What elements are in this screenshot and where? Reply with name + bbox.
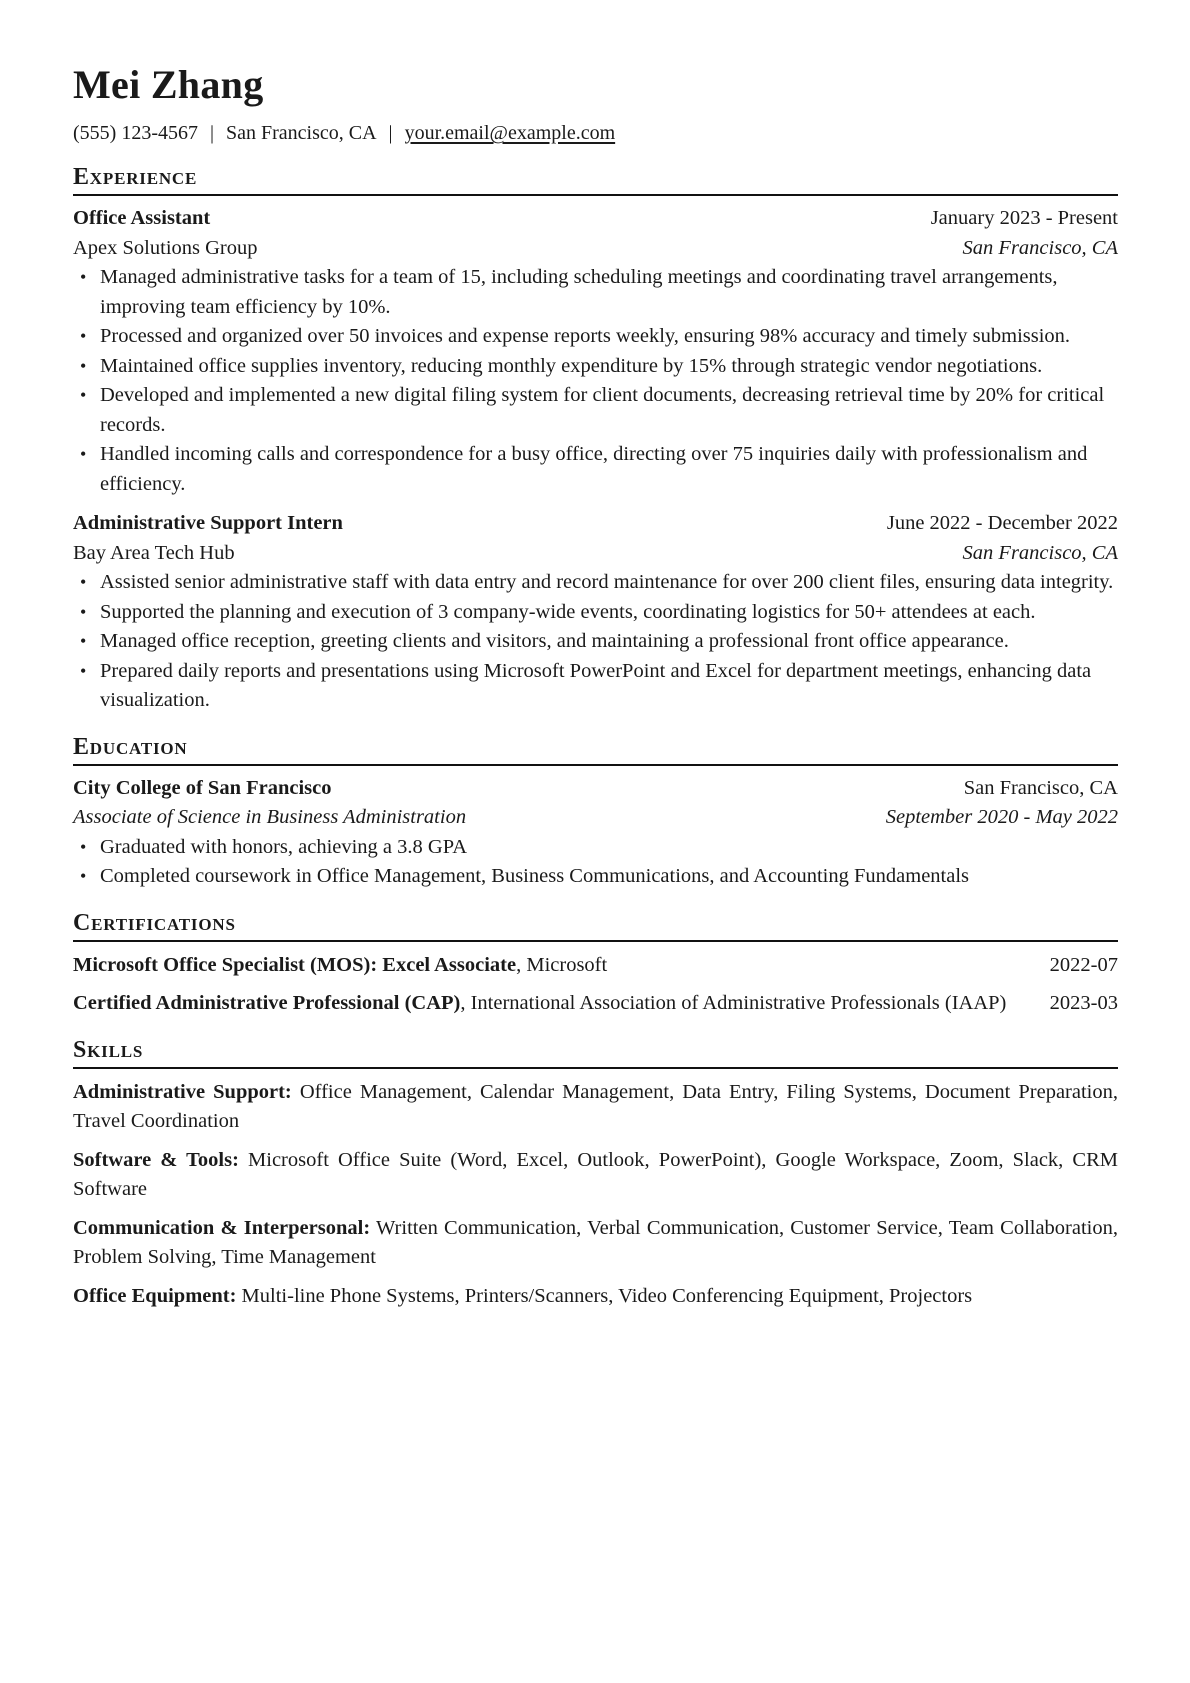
job-dates: January 2023 - Present [930, 207, 1118, 229]
job-bullets [73, 568, 1118, 716]
school-name: City College of San Francisco [73, 776, 332, 799]
experience-section [73, 162, 1118, 716]
job-location: San Francisco, CA [962, 541, 1118, 564]
skill-label: Software & Tools: [73, 1148, 239, 1171]
education-section [73, 732, 1118, 892]
contact-line [73, 120, 1118, 146]
skill-label: Office Equipment: [73, 1284, 237, 1307]
bullet-item: • Developed and implemented a new digital filing system for client documents, decreasing retrieval time by 20% for critical records. [73, 381, 1118, 440]
bullet-item: • Completed coursework in Office Management, Business Communications, and Accounting Fundamentals [73, 862, 1118, 892]
job-location: San Francisco, CA [962, 236, 1118, 259]
section-title-certifications: Certifications [73, 908, 1118, 942]
bullet-item: • Maintained office supplies inventory, reducing monthly expenditure by 15% through strategic vendor negotiations. [73, 352, 1118, 382]
bullet-item: • Managed office reception, greeting clients and visitors, and maintaining a professional front office appearance. [73, 627, 1118, 657]
certification-date: 2023-03 [1049, 992, 1118, 1014]
company-name: Apex Solutions Group [73, 236, 258, 259]
job-entry [73, 509, 1118, 716]
certifications-section [73, 908, 1118, 1019]
education-dates: September 2020 - May 2022 [885, 806, 1118, 828]
education-bullets [73, 833, 1118, 892]
bullet-item: • Graduated with honors, achieving a 3.8 GPA [73, 833, 1118, 863]
certification-date: 2022-07 [1049, 953, 1118, 976]
skill-values: Multi-line Phone Systems, Printers/Scanners, Video Conferencing Equipment, Projectors [236, 1284, 973, 1307]
certification-name: Certified Administrative Professional (CAP) [73, 992, 461, 1014]
job-bullets [73, 263, 1118, 499]
bullet-item: • Managed administrative tasks for a team of 15, including scheduling meetings and coordinating travel arrangements, improving team efficiency by 10%. [73, 263, 1118, 322]
skill-label: Administrative Support: [73, 1080, 292, 1103]
skill-group [73, 1214, 1118, 1273]
skill-label: Communication & Interpersonal: [73, 1216, 371, 1239]
bullet-item: • Assisted senior administrative staff with data entry and record maintenance for over 200 client files, ensuring data integrity. [73, 568, 1118, 598]
bullet-item: • Supported the planning and execution of 3 company-wide events, coordinating logistics for 50+ attendees at each. [73, 598, 1118, 628]
email-link[interactable]: your.email@example.com [404, 122, 616, 144]
skill-values: Microsoft Office Suite (Word, Excel, Outlook, PowerPoint), Google Workspace, Zoom, Slack, CRM Software [73, 1148, 1118, 1200]
separator: | [388, 122, 393, 144]
job-title: Administrative Support Intern [73, 512, 343, 534]
school-location: San Francisco, CA [963, 776, 1118, 799]
bullet-item: • Processed and organized over 50 invoices and expense reports weekly, ensuring 98% accuracy and timely submission. [73, 322, 1118, 352]
skill-values: Written Communication, Verbal Communication, Customer Service, Team Collaboration, Problem Solving, Time Management [73, 1216, 1119, 1268]
education-entry [73, 774, 1118, 892]
skill-values: Office Management, Calendar Management, Data Entry, Filing Systems, Document Preparation, Travel Coordination [73, 1080, 1118, 1132]
separator: | [209, 122, 214, 144]
bullet-item: • Handled incoming calls and correspondence for a busy office, directing over 75 inquiries daily with professionalism and efficiency. [73, 440, 1118, 499]
certification-name: Microsoft Office Specialist (MOS): Excel Associate [73, 953, 517, 976]
phone-number: (555) 123-4567 [73, 122, 198, 144]
location: San Francisco, CA [226, 122, 377, 144]
job-entry [73, 204, 1118, 499]
candidate-name: Mei Zhang [73, 62, 264, 107]
section-title-education: Education [73, 732, 1118, 766]
company-name: Bay Area Tech Hub [73, 541, 235, 564]
certification-issuer: , International Association of Administrative Professionals (IAAP) [460, 992, 1007, 1014]
bullet-item: • Prepared daily reports and presentations using Microsoft PowerPoint and Excel for department meetings, enhancing data visualization. [73, 657, 1118, 716]
job-dates: June 2022 - December 2022 [886, 512, 1118, 534]
section-title-skills: Skills [73, 1035, 1118, 1069]
resume-page [73, 62, 1118, 1311]
certification-item [73, 989, 1118, 1019]
skill-group [73, 1078, 1118, 1137]
skills-section [73, 1035, 1118, 1312]
skill-group [73, 1282, 1118, 1312]
certification-item [73, 951, 1118, 981]
certification-issuer: , Microsoft [516, 953, 608, 976]
degree: Associate of Science in Business Administration [73, 806, 467, 828]
job-title: Office Assistant [73, 207, 211, 229]
skill-group [73, 1146, 1118, 1205]
section-title-experience: Experience [73, 162, 1118, 196]
